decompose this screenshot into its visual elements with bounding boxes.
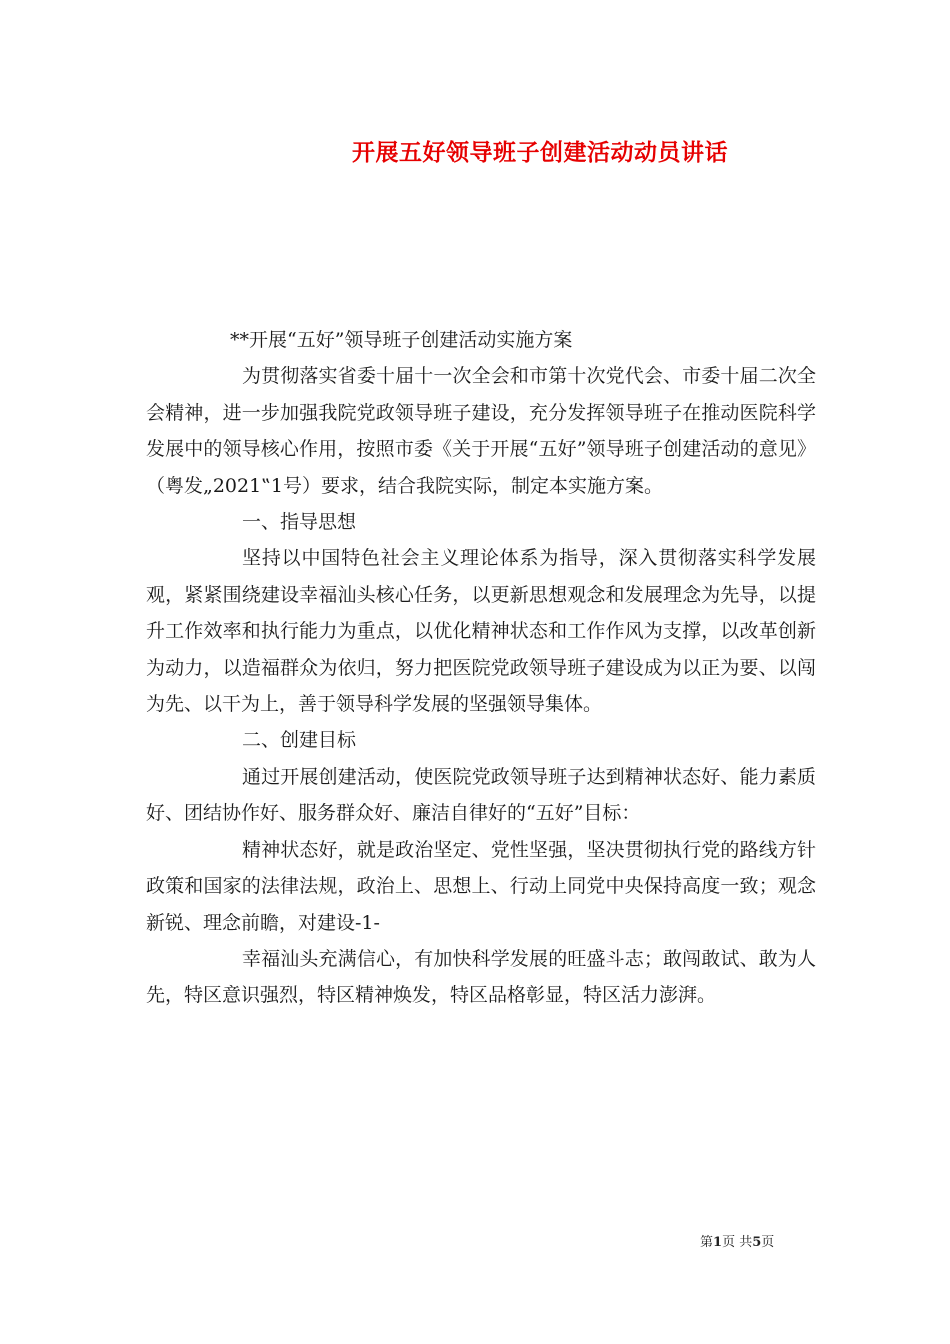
document-title: 开展五好领导班子创建活动动员讲话 [352,139,728,166]
page-number-footer [700,1231,840,1250]
section-heading-guiding-thought: 一、指导思想 [242,511,357,534]
footer-prefix: 第 [700,1235,714,1250]
paragraph-goals: 通过开展创建活动，使医院党政领导班子达到精神状态好、能力素质好、团结协作好、服务群众好、廉洁自律好的“五好”目标： [146,765,816,825]
paragraph-spirit: 精神状态好，就是政治坚定、党性坚强，坚决贯彻执行党的路线方针政策和国家的法律法规，政治上、思想上、行动上同党中央保持高度一致；观念新锐、理念前瞻，对建设-1- [146,838,816,934]
paragraph-spirit-continued: 幸福汕头充满信心，有加快科学发展的旺盛斗志；敢闯敢试、敢为人先，特区意识强烈，特区精神焕发，特区品格彰显，特区活力澎湃。 [146,947,816,1007]
section-heading-goals: 二、创建目标 [242,729,357,752]
plan-heading: **开展“五好”领导班子创建活动实施方案 [230,329,573,351]
footer-total-pages: 5 [752,1235,762,1250]
document-body [146,322,816,1014]
paragraph-guiding-thought: 坚持以中国特色社会主义理论体系为指导，深入贯彻落实科学发展观，紧紧围绕建设幸福汕头核心任务，以更新思想观念和发展理念为先导，以提升工作效率和执行能力为重点，以优化精神状态和工作作风为支撑，以改革创新为动力，以造福群众为依归，努力把医院党政领导班子建设成为以正为要、以闯为先、以干为上，善于领导科学发展的坚强领导集体。 [146,547,816,716]
footer-suffix: 页 [761,1235,775,1250]
footer-current-page: 1 [713,1235,723,1250]
footer-middle: 页 共 [722,1235,753,1250]
paragraph-intro: 为贯彻落实省委十届十一次全会和市第十次党代会、市委十届二次全会精神，进一步加强我院党政领导班子建设，充分发挥领导班子在推动医院科学发展中的领导核心作用，按照市委《关于开展“五好”领导班子创建活动的意见》（粤发„2021‟1号）要求，结合我院实际，制定本实施方案。 [146,365,816,497]
